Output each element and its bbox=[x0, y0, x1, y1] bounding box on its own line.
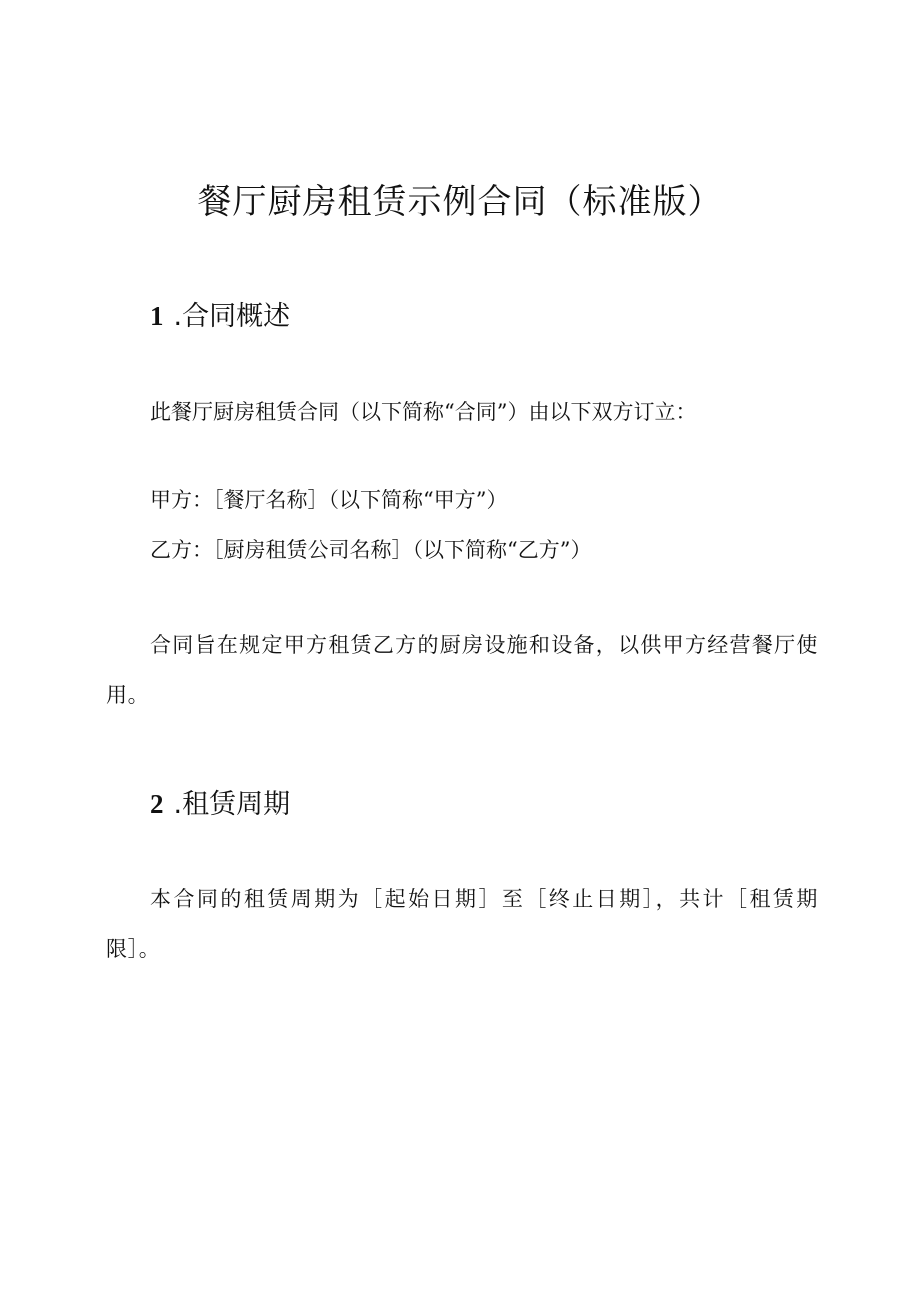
section-2-number: 2 bbox=[150, 789, 164, 819]
section-1-title: .合同概述 bbox=[173, 301, 291, 332]
section-2-heading bbox=[150, 784, 290, 825]
section-1-heading bbox=[150, 296, 290, 337]
document-title: 餐厅厨房租赁示例合同（标准版） bbox=[197, 182, 723, 222]
lease-period-text: 本合同的租赁周期为［起始日期］至［终止日期］，共计［租赁期限］。 bbox=[106, 887, 818, 961]
party-a-line: 甲方：［餐厅名称］（以下简称“甲方”） bbox=[150, 488, 508, 512]
section-2-title: .租赁周期 bbox=[173, 789, 291, 820]
contract-intro: 此餐厅厨房租赁合同（以下简称“合同”）由以下双方订立： bbox=[150, 400, 697, 424]
contract-purpose: 合同旨在规定甲方租赁乙方的厨房设施和设备，以供甲方经营餐厅使用。 bbox=[106, 633, 818, 707]
party-b-line: 乙方：［厨房租赁公司名称］（以下简称“乙方”） bbox=[150, 538, 592, 562]
section-1-number: 1 bbox=[150, 301, 164, 331]
